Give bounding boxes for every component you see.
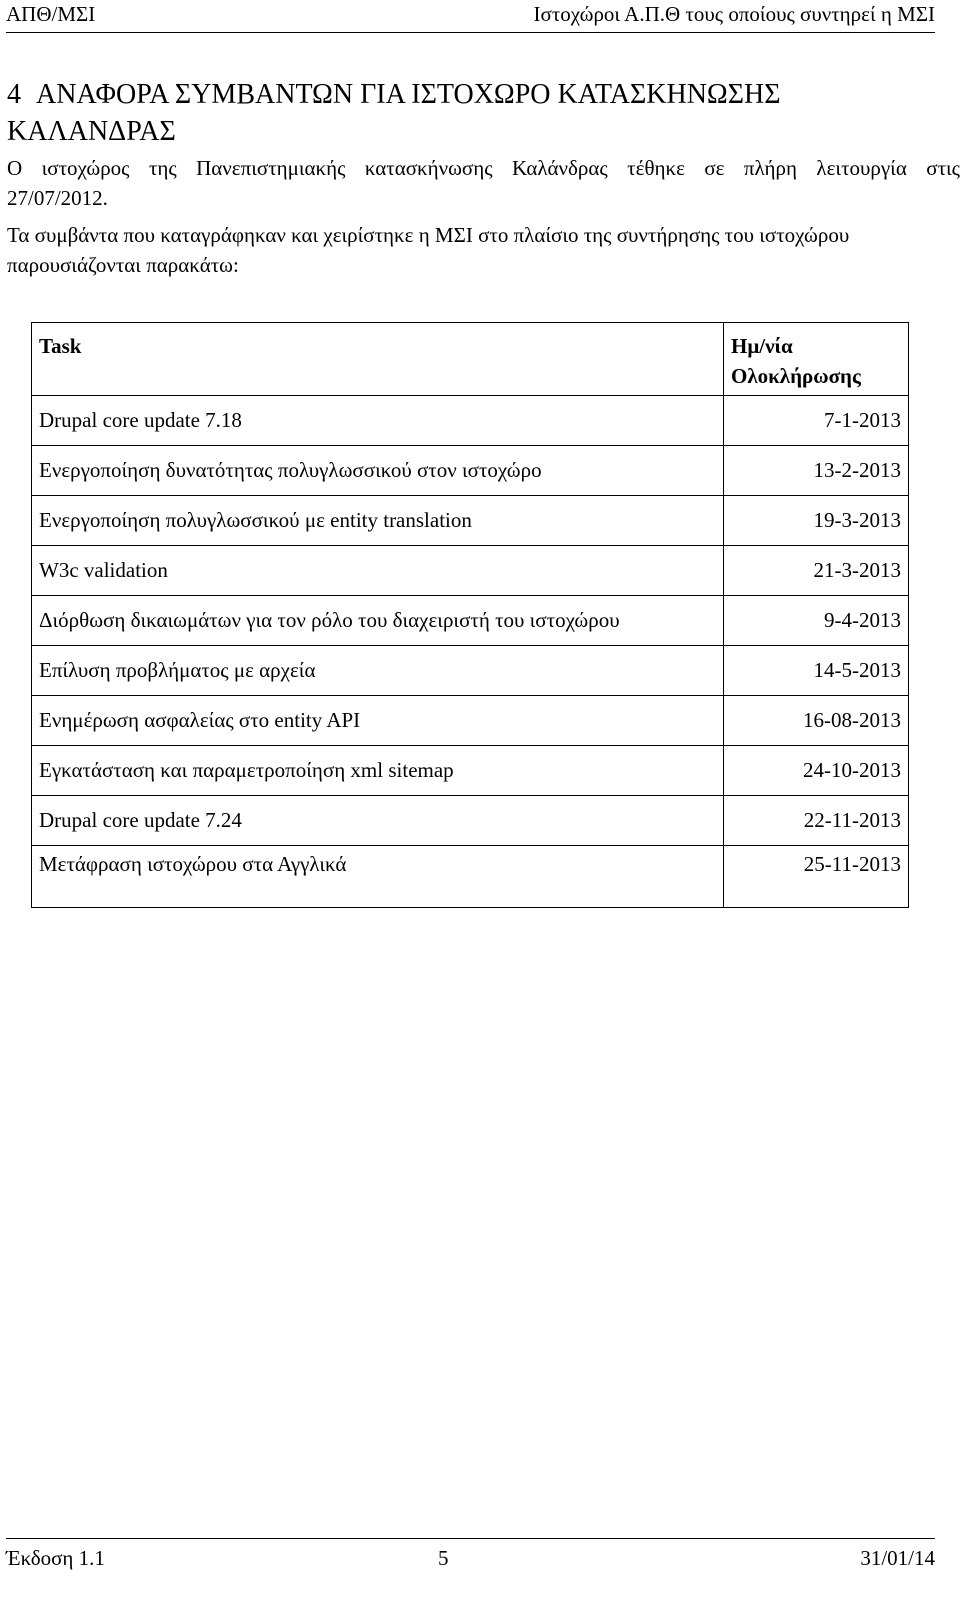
date-cell: 16-08-2013 [724, 696, 909, 746]
task-cell: Ενεργοποίηση πολυγλωσσικού με entity translation [32, 496, 724, 546]
events-paragraph: Τα συμβάντα που καταγράφηκαν και χειρίστηκε η ΜΣΙ στο πλαίσιο της συντήρησης του ιστοχώρου παρουσιάζονται παρακάτω: [7, 223, 850, 277]
date-cell: 24-10-2013 [724, 746, 909, 796]
task-cell: Εγκατάσταση και παραμετροποίηση xml sitemap [32, 746, 724, 796]
table-row [32, 396, 909, 446]
header-doc-title: Ιστοχώροι Α.Π.Θ τους οποίους συντηρεί η ΜΣΙ [533, 2, 935, 26]
intro-line-2: 27/07/2012. [7, 186, 108, 210]
table-row [32, 696, 909, 746]
task-cell: Ενεργοποίηση δυνατότητας πολυγλωσσικού στον ιστοχώρο [32, 446, 724, 496]
table-row [32, 596, 909, 646]
intro-paragraph [7, 153, 960, 213]
col-date-header: Ημ/νία Ολοκλήρωσης [724, 323, 909, 396]
task-cell: Ενημέρωση ασφαλείας στο entity API [32, 696, 724, 746]
table-row [32, 796, 909, 846]
section-heading [7, 76, 907, 150]
table-row [32, 646, 909, 696]
table-row [32, 496, 909, 546]
footer-page-number: 5 [438, 1546, 449, 1570]
col-task-header: Task [32, 323, 724, 396]
task-cell: Μετάφραση ιστοχώρου στα Αγγλικά [32, 846, 724, 908]
date-cell: 19-3-2013 [724, 496, 909, 546]
table-header-row [32, 323, 909, 396]
section-title: ΑΝΑΦΟΡΑ ΣΥΜΒΑΝΤΩΝ ΓΙΑ ΙΣΤΟΧΩΡΟ ΚΑΤΑΣΚΗΝΩΣΗΣ ΚΑΛΑΝΔΡΑΣ [7, 79, 781, 147]
page-header [6, 0, 935, 33]
date-cell: 9-4-2013 [724, 596, 909, 646]
task-cell: Επίλυση προβλήματος με αρχεία [32, 646, 724, 696]
intro-line-1: Ο ιστοχώρος της Πανεπιστημιακής κατασκήνωσης Καλάνδρας τέθηκε σε πλήρη λειτουργία στις [7, 156, 960, 180]
section-number: 4 [7, 79, 21, 110]
footer-date: 31/01/14 [860, 1546, 935, 1570]
page-footer [6, 1538, 935, 1571]
table-row [32, 846, 909, 908]
header-org: ΑΠΘ/ΜΣΙ [6, 2, 96, 26]
table-row [32, 546, 909, 596]
date-cell: 14-5-2013 [724, 646, 909, 696]
table-row [32, 446, 909, 496]
date-cell: 13-2-2013 [724, 446, 909, 496]
task-cell: Drupal core update 7.18 [32, 396, 724, 446]
footer-version: Έκδοση 1.1 [6, 1546, 105, 1570]
tasks-table [31, 322, 909, 908]
task-cell: Drupal core update 7.24 [32, 796, 724, 846]
table-row [32, 746, 909, 796]
date-cell: 22-11-2013 [724, 796, 909, 846]
date-cell: 7-1-2013 [724, 396, 909, 446]
task-cell: Διόρθωση δικαιωμάτων για τον ρόλο του διαχειριστή του ιστοχώρου [32, 596, 724, 646]
date-cell: 25-11-2013 [724, 846, 909, 908]
task-cell: W3c validation [32, 546, 724, 596]
date-cell: 21-3-2013 [724, 546, 909, 596]
